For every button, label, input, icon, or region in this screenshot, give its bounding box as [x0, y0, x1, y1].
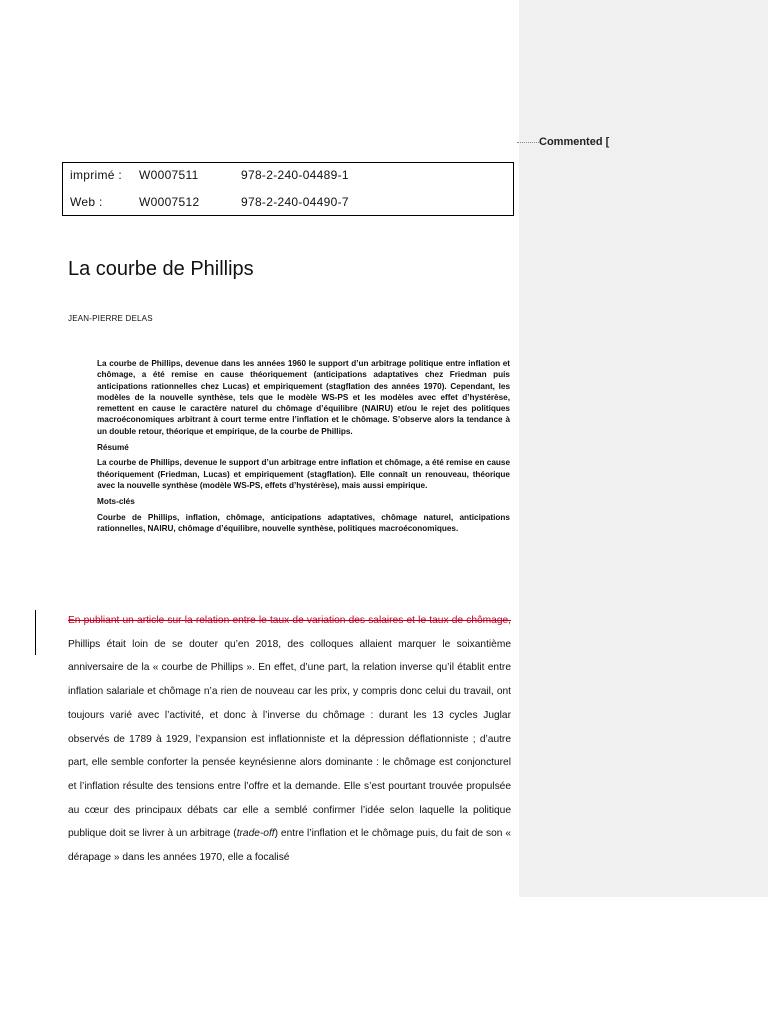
comment-connector-line [517, 142, 539, 143]
comment-pane [519, 0, 768, 897]
abstract-paragraph: La courbe de Phillips, devenue dans les années 1960 le support d’un arbitrage politique entre inflation et chômage, a été remise en cause théoriquement (anticipations adaptatives chez Friedman puis anticipations rationnelles chez Lucas) et empiriquement (stagflation des années 1970). Cependant, les modèles de la nouvelle synthèse, tels que le modèle WS-PS et les modèles avec effet d’hystérèse, remettent en cause le caractère naturel du chômage d’équilibre (NAIRU) et/ou le rejet des politiques macroéconomiques arbitrant à court terme entre l’inflation et le chômage. S’observe alors la tendance à un double retour, théorique et empirique, de la courbe de Phillips. [97, 359, 510, 436]
identifier-isbn: 978-2-240-04489-1 [241, 168, 349, 182]
resume-heading: Résumé [97, 443, 129, 453]
identifier-label: imprimé : [70, 168, 123, 182]
comment-label[interactable]: Commented [ [539, 136, 610, 148]
change-tracking-bar [35, 610, 36, 655]
abstract-section [97, 358, 510, 539]
identifier-label: Web : [70, 195, 103, 209]
keywords-paragraph: Courbe de Phillips, inflation, chômage, anticipations adaptatives, chômage naturel, anticipations rationnelles, NAIRU, chômage d’équilibre, nouvelle synthèse, politiques macroéconomiques. [97, 512, 510, 533]
author-name: JEAN-PIERRE DELAS [68, 314, 153, 323]
keywords-heading: Mots-clés [97, 497, 135, 507]
identifier-isbn: 978-2-240-04490-7 [241, 195, 349, 209]
identifier-code: W0007511 [139, 168, 199, 182]
body-text-part: ) entre l’inflation et le chômage puis, du fait de son « dérapage » dans les années 1970, elle a focalisé [68, 828, 511, 864]
document-title: La courbe de Phillips [68, 258, 254, 280]
body-paragraph [68, 609, 511, 870]
identifier-code: W0007512 [139, 195, 200, 209]
deleted-text: En publiant un article sur la relation entre le taux de variation des salaires et le taux de chômage, [68, 615, 511, 626]
body-italic-term: trade-off [236, 828, 275, 840]
identifier-table [62, 162, 514, 216]
body-text-part: Phillips était loin de se douter qu’en 2018, des colloques allaient marquer le soixantième anniversaire de la « courbe de Phillips ». En effet, d’une part, la relation inverse qu’il établit entre inflation salariale et chômage n’a rien de nouveau car les prix, y compris donc celui du travail, ont toujours varié avec l’activité, et donc à l’inverse du chômage : durant les 13 cycles Juglar observés de 1789 à 1929, l’expansion est inflationniste et la dépression déflationniste ; d’autre part, elle semble conforter la pensée keynésienne alors dominante : le chômage est conjoncturel et l’inflation résulte des tensions entre l’offre et la demande. Elle s’est pourtant trouvée propulsée au cœur des principaux débats car elle a semblé confirmer l’idée selon laquelle la politique publique doit se livrer à un arbitrage ( [68, 638, 511, 840]
resume-paragraph: La courbe de Phillips, devenue le support d’un arbitrage entre inflation et chômage, a été remise en cause théoriquement (Friedman, Lucas) et empiriquement (stagflation). Elle connaît un renouveau, théorique avec la nouvelle synthèse (modèle WS-PS, effets d’hystérèse), mais aussi empirique. [97, 458, 510, 490]
